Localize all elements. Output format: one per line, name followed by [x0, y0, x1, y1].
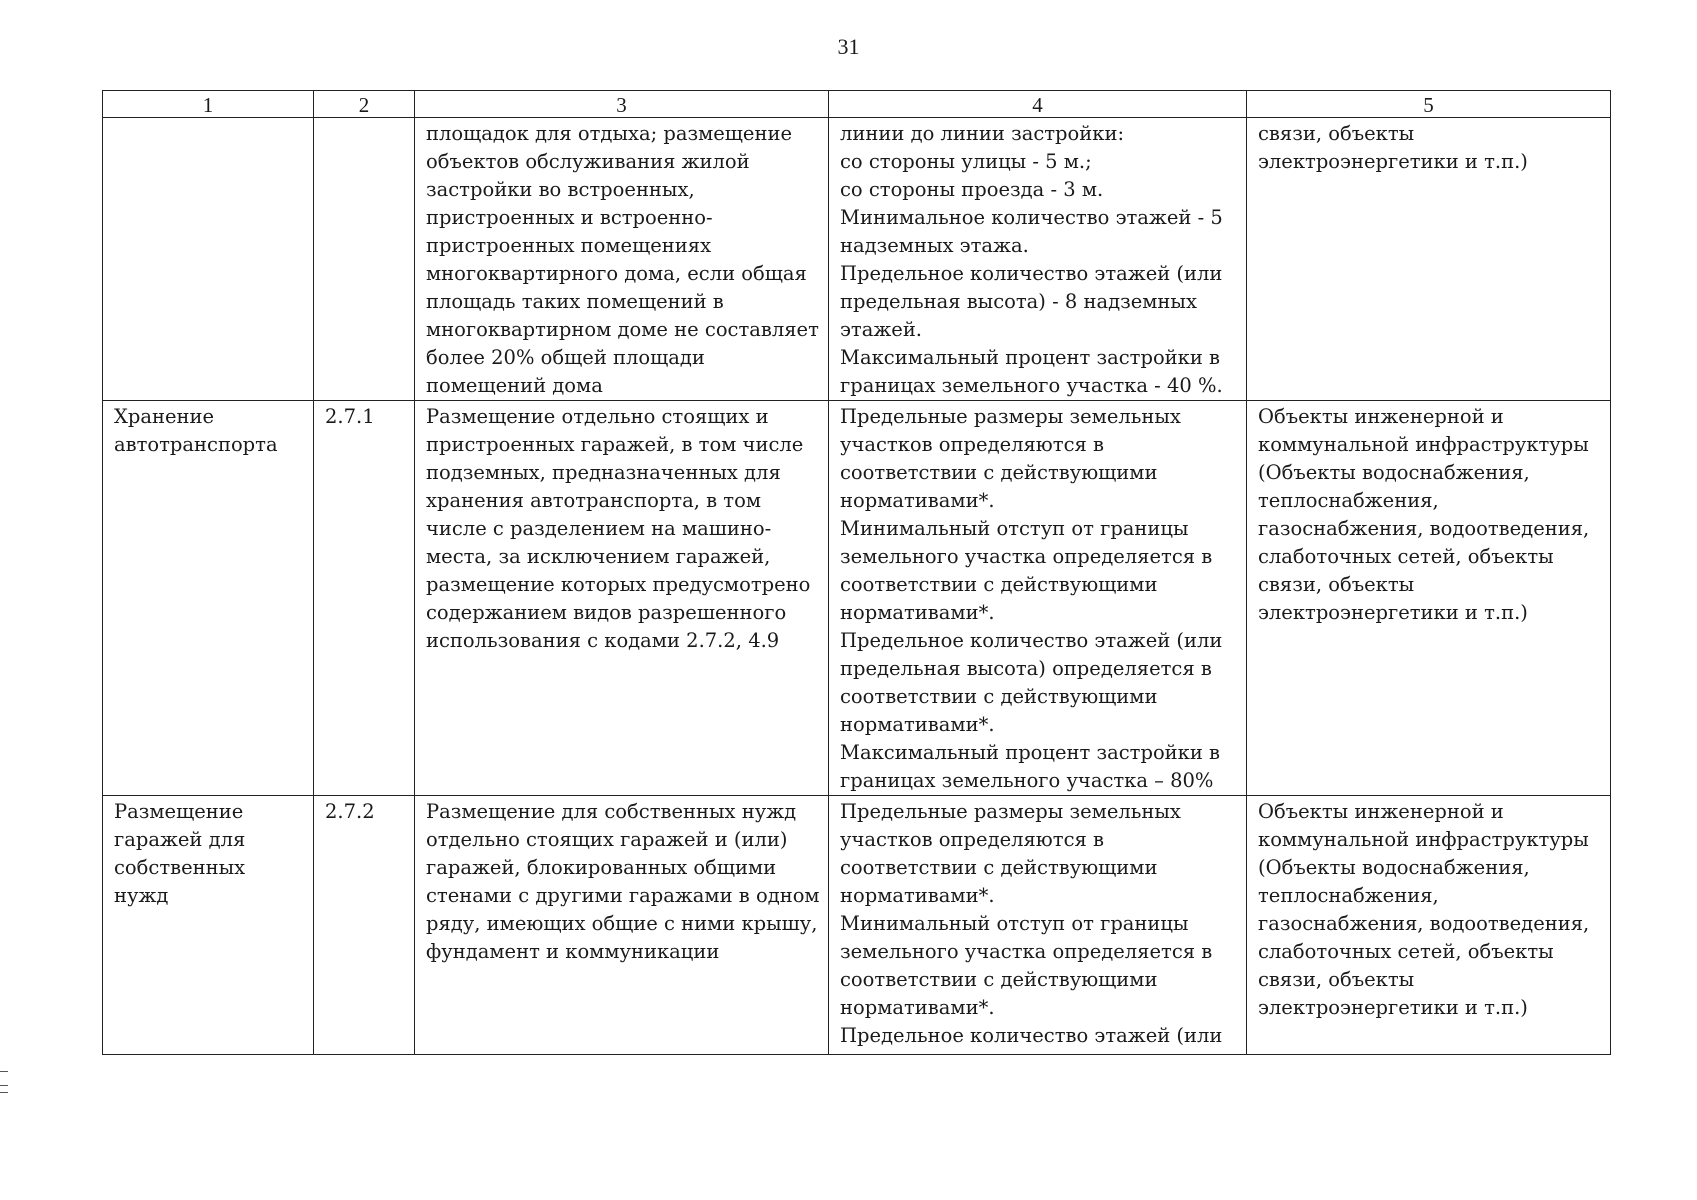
column-header-1: 1	[103, 91, 314, 118]
column-header-4: 4	[829, 91, 1247, 118]
table-row	[103, 796, 1611, 1055]
cell-text-line: коммунальной инфраструктуры	[1258, 828, 1589, 851]
cell-description	[415, 796, 829, 1055]
cell-text-line: соответствии с действующими	[840, 968, 1158, 991]
cell-text-line: газоснабжения, водоотведения,	[1258, 517, 1590, 540]
land-use-table	[102, 90, 1611, 1055]
cell-text-line: (Объекты водоснабжения,	[1258, 461, 1530, 484]
cell-text-line: пристроенных помещениях	[426, 234, 712, 257]
cell-text-line: теплоснабжения,	[1258, 884, 1439, 907]
cell-text-line: Объекты инженерной и	[1258, 405, 1504, 428]
cell-text-line: места, за исключением гаражей,	[426, 545, 771, 568]
cell-text-line: Предельное количество этажей (или	[840, 262, 1223, 285]
cell-text-line: Минимальный отступ от границы	[840, 912, 1189, 935]
table-row	[103, 118, 1611, 401]
margin-mark	[0, 1071, 8, 1072]
cell-text-line: Размещение отдельно стоящих и	[426, 405, 769, 428]
cell-text-line: отдельно стоящих гаражей и (или)	[426, 828, 788, 851]
cell-text-line: площадок для отдыха; размещение	[426, 122, 793, 145]
column-header-5: 5	[1247, 91, 1611, 118]
cell-text-line: слаботочных сетей, объекты	[1258, 545, 1554, 568]
cell-text-line: надземных этажа.	[840, 234, 1029, 257]
cell-auxiliary-objects	[1247, 118, 1611, 401]
cell-parameters	[829, 796, 1247, 1055]
cell-text-line: Хранение	[114, 405, 215, 428]
cell-text-line: Максимальный процент застройки в	[840, 346, 1221, 369]
cell-text-line: соответствии с действующими	[840, 856, 1158, 879]
cell-text-line: более 20% общей площади	[426, 346, 705, 369]
cell-parameters	[829, 401, 1247, 796]
cell-text-line: фундамент и коммуникации	[426, 940, 720, 963]
cell-text-line: размещение которых предусмотрено	[426, 573, 811, 596]
cell-text-line: нормативами*.	[840, 884, 995, 907]
table-header-row	[103, 91, 1611, 118]
cell-description	[415, 401, 829, 796]
cell-text-line: электроэнергетики и т.п.)	[1258, 601, 1528, 624]
cell-text-line: Размещение	[114, 800, 244, 823]
cell-use-code	[314, 401, 415, 796]
cell-text-line: использования с кодами 2.7.2, 4.9	[426, 629, 780, 652]
cell-auxiliary-objects	[1247, 401, 1611, 796]
cell-text-line: хранения автотранспорта, в том	[426, 489, 761, 512]
margin-mark	[0, 1085, 8, 1086]
cell-text-line: Предельное количество этажей (или	[840, 629, 1223, 652]
cell-text-line: нормативами*.	[840, 996, 995, 1019]
cell-text-line: коммунальной инфраструктуры	[1258, 433, 1589, 456]
page-number: 31	[837, 34, 860, 59]
cell-use-name	[103, 796, 314, 1055]
cell-text-line: электроэнергетики и т.п.)	[1258, 150, 1528, 173]
cell-auxiliary-objects	[1247, 796, 1611, 1055]
cell-text-line: собственных	[114, 856, 246, 879]
cell-text-line: этажей.	[840, 318, 923, 341]
cell-text-line: Предельное количество этажей (или	[840, 1024, 1223, 1047]
cell-text-line: предельная высота) определяется в	[840, 657, 1212, 680]
cell-text-line: Размещение для собственных нужд	[426, 800, 797, 823]
cell-use-name	[103, 401, 314, 796]
cell-use-code	[314, 118, 415, 401]
cell-text-line: со стороны проезда - 3 м.	[840, 178, 1104, 201]
cell-text-line: Минимальный отступ от границы	[840, 517, 1189, 540]
cell-text-line: соответствии с действующими	[840, 573, 1158, 596]
cell-text-line: застройки во встроенных,	[426, 178, 695, 201]
cell-text-line: содержанием видов разрешенного	[426, 601, 787, 624]
cell-text-line: 2.7.2	[325, 800, 375, 823]
cell-text-line: Предельные размеры земельных	[840, 800, 1181, 823]
cell-text-line: помещений дома	[426, 374, 603, 397]
cell-text-line: гаражей для	[114, 828, 246, 851]
cell-text-line: нормативами*.	[840, 601, 995, 624]
cell-text-line: соответствии с действующими	[840, 461, 1158, 484]
cell-text-line: линии до линии застройки:	[840, 122, 1125, 145]
cell-use-name	[103, 118, 314, 401]
cell-text-line: многоквартирного дома, если общая	[426, 262, 807, 285]
cell-text-line: границах земельного участка - 40 %.	[840, 374, 1223, 397]
margin-mark	[0, 1092, 8, 1093]
cell-text-line: газоснабжения, водоотведения,	[1258, 912, 1590, 935]
cell-text-line: нужд	[114, 884, 169, 907]
cell-text-line: земельного участка определяется в	[840, 545, 1213, 568]
cell-text-line: Минимальное количество этажей - 5	[840, 206, 1223, 229]
cell-text-line: соответствии с действующими	[840, 685, 1158, 708]
cell-text-line: земельного участка определяется в	[840, 940, 1213, 963]
cell-text-line: многоквартирном доме не составляет	[426, 318, 819, 341]
cell-text-line: пристроенных и встроенно-	[426, 206, 713, 229]
cell-text-line: связи, объекты	[1258, 122, 1415, 145]
cell-text-line: слаботочных сетей, объекты	[1258, 940, 1554, 963]
cell-text-line: площадь таких помещений в	[426, 290, 724, 313]
cell-description	[415, 118, 829, 401]
cell-text-line: нормативами*.	[840, 489, 995, 512]
cell-text-line: пристроенных гаражей, в том числе	[426, 433, 804, 456]
cell-text-line: Максимальный процент застройки в	[840, 741, 1221, 764]
cell-text-line: участков определяются в	[840, 433, 1104, 456]
cell-text-line: автотранспорта	[114, 433, 278, 456]
cell-text-line: связи, объекты	[1258, 968, 1415, 991]
column-header-3: 3	[415, 91, 829, 118]
cell-text-line: объектов обслуживания жилой	[426, 150, 750, 173]
cell-parameters	[829, 118, 1247, 401]
cell-text-line: Предельные размеры земельных	[840, 405, 1181, 428]
column-header-2: 2	[314, 91, 415, 118]
cell-text-line: стенами с другими гаражами в одном	[426, 884, 820, 907]
cell-text-line: со стороны улицы - 5 м.;	[840, 150, 1092, 173]
cell-text-line: связи, объекты	[1258, 573, 1415, 596]
cell-text-line: числе с разделением на машино-	[426, 517, 772, 540]
cell-text-line: нормативами*.	[840, 713, 995, 736]
cell-text-line: теплоснабжения,	[1258, 489, 1439, 512]
cell-text-line: 2.7.1	[325, 405, 375, 428]
cell-text-line: подземных, предназначенных для	[426, 461, 781, 484]
cell-text-line: границах земельного участка – 80%	[840, 769, 1214, 792]
cell-text-line: предельная высота) - 8 надземных	[840, 290, 1197, 313]
table-row	[103, 401, 1611, 796]
cell-text-line: (Объекты водоснабжения,	[1258, 856, 1530, 879]
cell-text-line: Объекты инженерной и	[1258, 800, 1504, 823]
cell-text-line: гаражей, блокированных общими	[426, 856, 777, 879]
cell-text-line: электроэнергетики и т.п.)	[1258, 996, 1528, 1019]
cell-use-code	[314, 796, 415, 1055]
cell-text-line: участков определяются в	[840, 828, 1104, 851]
cell-text-line: ряду, имеющих общие с ними крышу,	[426, 912, 818, 935]
